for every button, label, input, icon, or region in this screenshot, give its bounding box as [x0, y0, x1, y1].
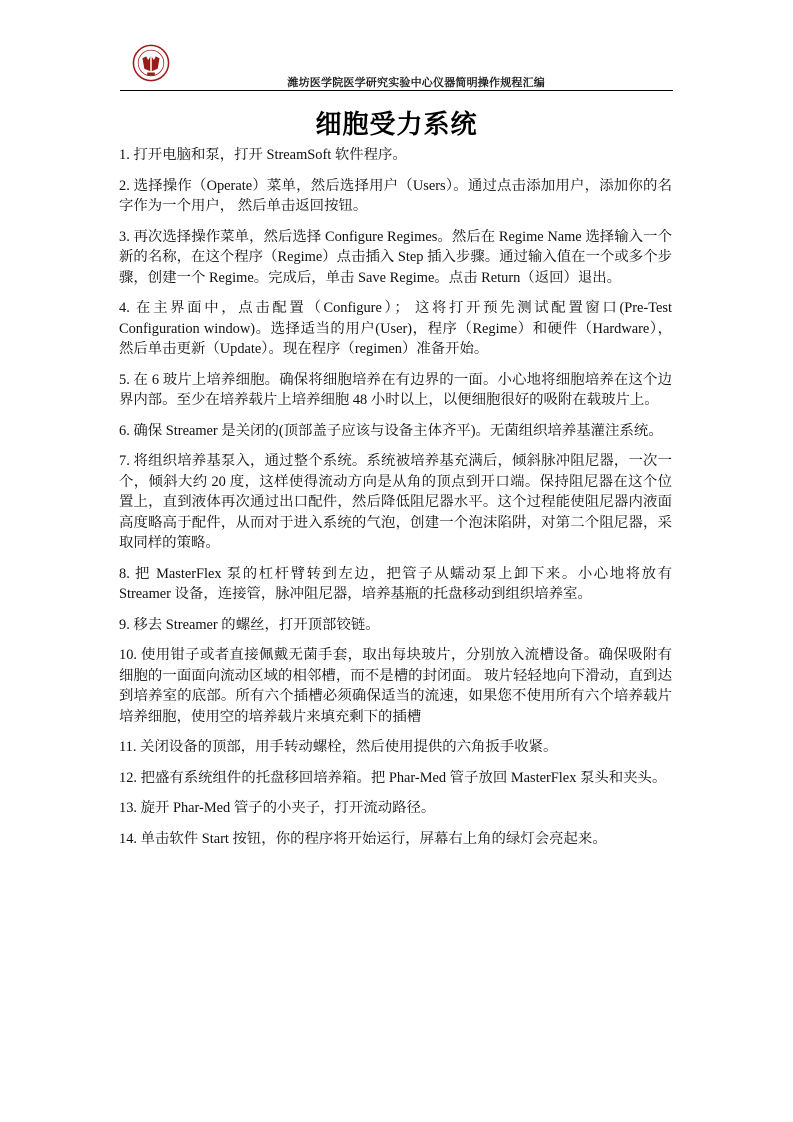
page-header	[120, 40, 673, 91]
step-12: 12. 把盛有系统组件的托盘移回培养箱。把 Phar-Med 管子放回 MasterFlex 泵头和夹头。	[119, 769, 667, 786]
header-divider	[120, 90, 673, 91]
step-8: 8. 把 MasterFlex 泵的杠杆臂转到左边，把管子从蠕动泵上卸下来。小心地将放有 Streamer 设备，连接管，脉冲阻尼器，培养基瓶的托盘移动到组织培养室。	[119, 565, 672, 602]
step-9: 9. 移去 Streamer 的螺丝，打开顶部铰链。	[119, 616, 380, 633]
step-2: 2. 选择操作（Operate）菜单，然后选择用户（Users）。通过点击添加用户，添加你的名字作为一个用户， 然后单击返回按钮。	[119, 177, 672, 214]
step-7: 7. 将组织培养基泵入，通过整个系统。系统被培养基充满后，倾斜脉冲阻尼器，一次一个，倾斜大约 20 度，这样使得流动方向是从角的顶点到开口端。保持阻尼器在这个位置上，直到液体再次通过出口配件，然后降低阻尼器水平。这个过程能使阻尼器内液面高度略高于配件，从而对于进入系统的气泡，创建一个泡沫陷阱，对第二个阻尼器，采取同样的策略。	[119, 453, 672, 551]
step-6: 6. 确保 Streamer 是关闭的(顶部盖子应该与设备主体齐平)。无菌组织培养基灌注系统。	[119, 422, 663, 439]
step-13: 13. 旋开 Phar-Med 管子的小夹子，打开流动路径。	[119, 800, 436, 816]
step-11: 11. 关闭设备的顶部，用手转动螺栓，然后使用提供的六角扳手收紧。	[119, 739, 558, 755]
step-4: 4. 在主界面中，点击配置（Configure）； 这将打开预先测试配置窗口(Pre-Test Configuration window)。选择适当的用户(User)，程序（Regime）和硬件（Hardware），然后单击更新（Update）。现在程序（regimen）准备开始。	[119, 300, 672, 357]
step-14: 14. 单击软件 Start 按钮，你的程序将开始运行，屏幕右上角的绿灯会亮起来。	[119, 830, 607, 847]
document-title: 细胞受力系统	[315, 110, 478, 140]
step-10: 10. 使用钳子或者直接佩戴无菌手套，取出每块玻片，分别放入流槽设备。确保吸附有细胞的一面面向流动区域的相邻槽，而不是槽的封闭面。 玻片轻轻地向下滑动，直到达到培养室的底部。所有六个插槽必须确保适当的流速，如果您不使用所有六个培养载片培养细胞，使用空的培养载片来填充剩下的插槽	[119, 647, 672, 725]
header-title: 潍坊医学院医学研究实验中心仪器简明操作规程汇编	[287, 76, 545, 89]
university-seal-icon	[132, 44, 170, 82]
step-1: 1. 打开电脑和泵，打开 StreamSoft 软件程序。	[119, 147, 407, 163]
step-5: 5. 在 6 玻片上培养细胞。确保将细胞培养在有边界的一面。小心地将细胞培养在这个边界内部。至少在培养载片上培养细胞 48 小时以上，以便细胞很好的吸附在载玻片上。	[119, 371, 672, 408]
step-3: 3. 再次选择操作菜单，然后选择 Configure Regimes。然后在 Regime Name 选择输入一个新的名称，在这个程序（Regime）点击插入 Step 插入步骤。通过输入值在一个或多个步骤，创建一个 Regime。完成后，单击 Save Regime。点击 Return（返回）退出。	[119, 228, 672, 286]
document-body	[119, 145, 672, 859]
